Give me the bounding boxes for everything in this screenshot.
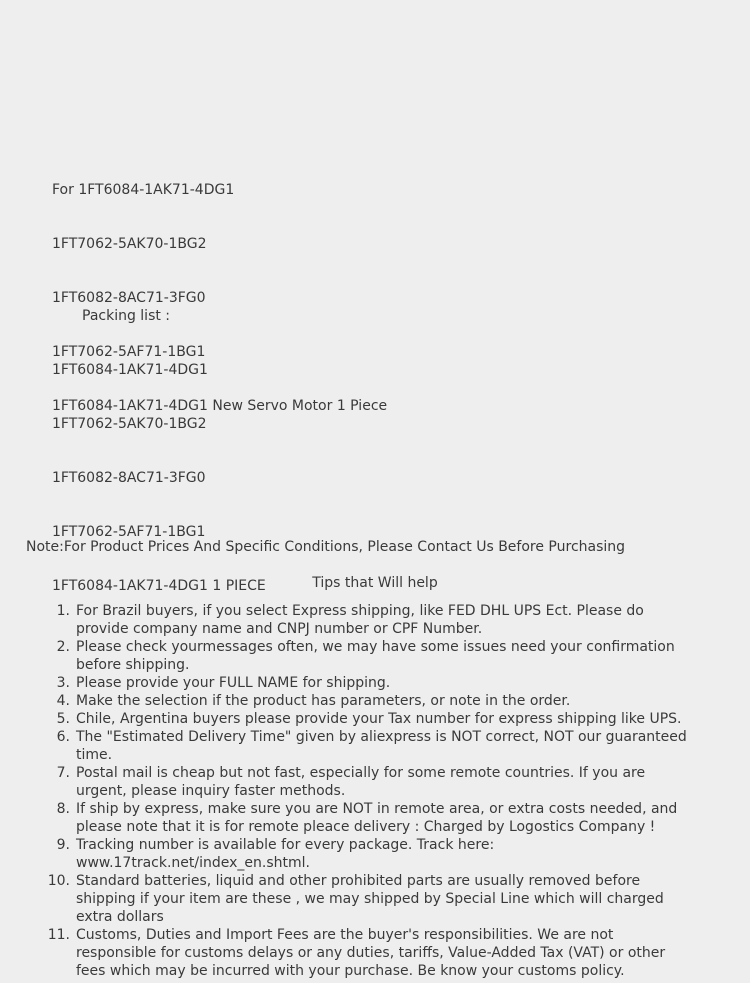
tip-item: [56, 602, 716, 638]
product-line: 1FT6084-1AK71-4DG1 New Servo Motor 1 Piece: [52, 398, 388, 414]
tip-number: 3.: [56, 675, 70, 691]
tip-number: 2.: [56, 639, 70, 655]
tip-text-line: Tracking number is available for every package. Track here:: [76, 837, 495, 853]
tip-text-line: provide company name and CNPJ number or CPF Number.: [76, 621, 483, 637]
tip-text-line: The "Estimated Delivery Time" given by aliexpress is NOT correct, NOT our guaranteed: [76, 729, 687, 745]
tip-item: [56, 674, 716, 692]
tip-number: 10.: [47, 873, 70, 889]
tip-text-line: fees which may be incurred with your purchase. Be know your customs policy.: [76, 963, 625, 979]
tip-text-line: If ship by express, make sure you are NOT in remote area, or extra costs needed, and: [76, 801, 678, 817]
product-line: 1FT7062-5AK70-1BG2: [52, 236, 207, 252]
product-line: For 1FT6084-1AK71-4DG1: [52, 182, 235, 198]
tip-text-line: www.17track.net/index_en.shtml.: [76, 855, 310, 871]
tip-text-line: extra dollars: [76, 909, 164, 925]
tip-text-line: responsible for customs delays or any duties, tariffs, Value-Added Tax (VAT) or other: [76, 945, 666, 961]
tip-text-line: Chile, Argentina buyers please provide your Tax number for express shipping like UPS.: [76, 711, 682, 727]
tip-text-line: urgent, please inquiry faster methods.: [76, 783, 346, 799]
tips-list: [0, 602, 716, 980]
tip-item: [56, 800, 716, 836]
packing-line: 1FT7062-5AF71-1BG1: [52, 524, 206, 540]
packing-line: 1FT7062-5AK70-1BG2: [52, 416, 207, 432]
tip-text-line: Please check yourmessages often, we may have some issues need your confirmation: [76, 639, 675, 655]
purchase-note: Note:For Product Prices And Specific Conditions, Please Contact Us Before Purchasing: [26, 539, 626, 555]
tip-item: [56, 728, 716, 764]
tips-title: Tips that Will help: [312, 575, 438, 591]
packing-list: [52, 271, 266, 613]
tip-number: 5.: [56, 711, 70, 727]
tip-number: 4.: [56, 693, 70, 709]
tip-number: 6.: [56, 729, 70, 745]
tip-text-line: Postal mail is cheap but not fast, especially for some remote countries. If you are: [76, 765, 646, 781]
tip-text-line: shipping if your item are these , we may shipped by Special Line which will charged: [76, 891, 664, 907]
tip-number: 8.: [56, 801, 70, 817]
tip-text-line: Please provide your FULL NAME for shipping.: [76, 675, 391, 691]
packing-line: 1FT6082-8AC71-3FG0: [52, 470, 206, 486]
product-line: 1FT7062-5AF71-1BG1: [52, 344, 206, 360]
product-line: 1FT6082-8AC71-3FG0: [52, 290, 206, 306]
tip-number: 7.: [56, 765, 70, 781]
tip-text-line: Standard batteries, liquid and other prohibited parts are usually removed before: [76, 873, 641, 889]
tip-text-line: Make the selection if the product has parameters, or note in the order.: [76, 693, 571, 709]
tip-item: [56, 710, 716, 728]
tip-text-line: before shipping.: [76, 657, 190, 673]
packing-list-title: Packing list :: [82, 308, 171, 324]
tip-item: [56, 764, 716, 800]
tip-text-line: please note that it is for remote pleace delivery : Charged by Logostics Company !: [76, 819, 656, 835]
packing-line: 1FT6084-1AK71-4DG1 1 PIECE: [52, 578, 266, 594]
tip-item: [56, 638, 716, 674]
packing-line: 1FT6084-1AK71-4DG1: [52, 362, 208, 378]
tip-item: [56, 836, 716, 872]
tip-number: 1.: [56, 603, 70, 619]
tip-text-line: time.: [76, 747, 113, 763]
tip-number: 11.: [47, 927, 70, 943]
tip-item: [56, 692, 716, 710]
tip-text-line: Customs, Duties and Import Fees are the buyer's responsibilities. We are not: [76, 927, 614, 943]
tip-text-line: For Brazil buyers, if you select Express shipping, like FED DHL UPS Ect. Please do: [76, 603, 644, 619]
tip-item: [47, 872, 716, 926]
tip-number: 9.: [56, 837, 70, 853]
tip-item: [47, 926, 716, 980]
